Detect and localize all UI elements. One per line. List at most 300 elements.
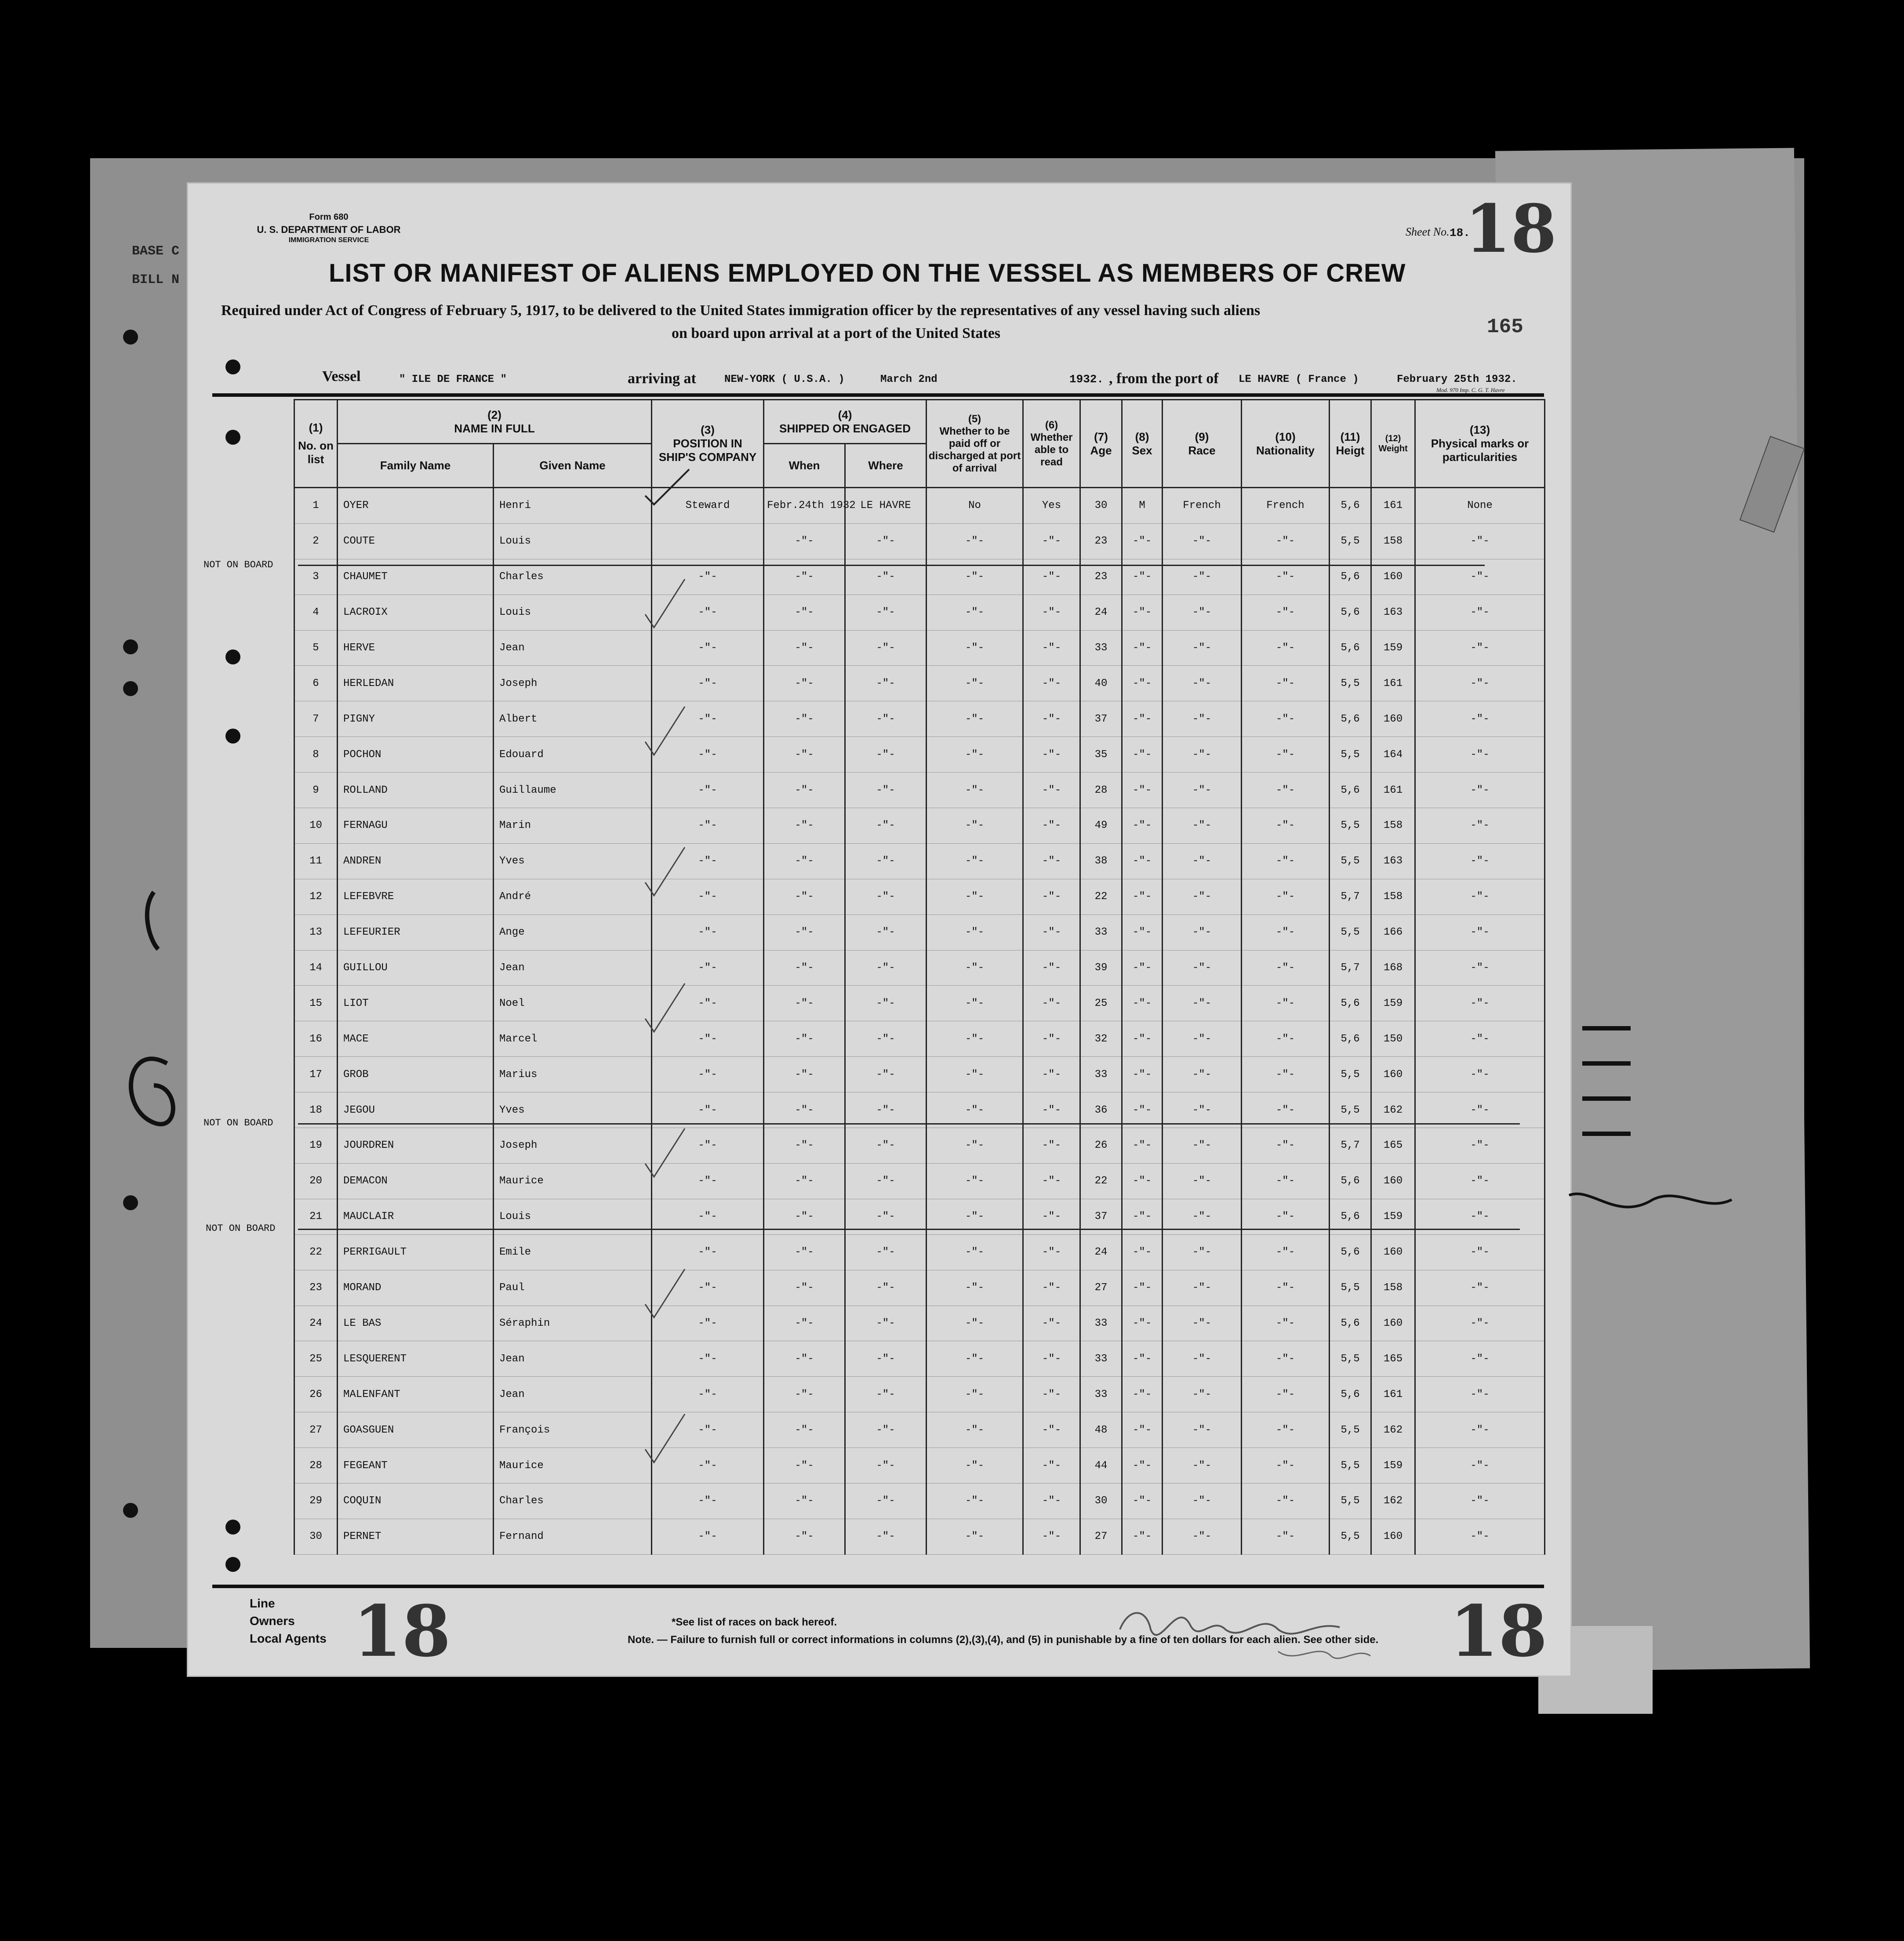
shipped-when-cell: -"-: [764, 1092, 845, 1128]
position-cell: -"-: [652, 1057, 764, 1092]
age-cell: 37: [1080, 1199, 1122, 1234]
position-cell: -"-: [652, 986, 764, 1021]
paid-off-cell: -"-: [927, 879, 1023, 914]
race-cell: -"-: [1163, 1199, 1242, 1234]
race-cell: -"-: [1163, 1163, 1242, 1199]
race-cell: -"-: [1163, 1270, 1242, 1306]
race-cell: -"-: [1163, 1021, 1242, 1057]
paid-off-cell: -"-: [927, 1092, 1023, 1128]
race-cell: -"-: [1163, 559, 1242, 595]
physical-marks-cell: -"-: [1415, 1341, 1545, 1377]
table-row: [294, 808, 1545, 844]
table-row: [294, 666, 1545, 701]
nationality-cell: -"-: [1242, 950, 1330, 986]
shipped-where-cell: -"-: [845, 1234, 927, 1270]
family-name-cell: CHAUMET: [338, 559, 494, 595]
height-cell: 5,5: [1330, 1341, 1371, 1377]
not-on-board-note: NOT ON BOARD: [206, 1223, 276, 1234]
from-port-label: , from the port of: [1109, 370, 1219, 387]
position-cell: -"-: [652, 1341, 764, 1377]
paid-off-cell: -"-: [927, 950, 1023, 986]
paid-off-cell: -"-: [927, 523, 1023, 559]
nationality-cell: -"-: [1242, 1128, 1330, 1164]
strike-line: [298, 1123, 1520, 1125]
family-name-cell: PERNET: [338, 1519, 494, 1554]
punch-hole: [123, 1503, 138, 1518]
shipped-when-cell: -"-: [764, 1341, 845, 1377]
shipped-where-cell: -"-: [845, 1199, 927, 1234]
paid-off-cell: No: [927, 488, 1023, 524]
race-cell: -"-: [1163, 1412, 1242, 1448]
sex-cell: -"-: [1122, 523, 1163, 559]
age-cell: 33: [1080, 914, 1122, 950]
able-to-read-cell: -"-: [1023, 1057, 1080, 1092]
physical-marks-cell: -"-: [1415, 1234, 1545, 1270]
sex-cell: -"-: [1122, 1128, 1163, 1164]
paid-off-cell: -"-: [927, 1306, 1023, 1341]
shipped-when-cell: -"-: [764, 808, 845, 844]
height-cell: 5,5: [1330, 1448, 1371, 1484]
weight-cell: 164: [1371, 737, 1415, 773]
punch-hole: [225, 1520, 240, 1535]
family-name-cell: FERNAGU: [338, 808, 494, 844]
race-cell: -"-: [1163, 1092, 1242, 1128]
given-name-cell: Guillaume: [494, 773, 652, 808]
row-number-cell: 28: [294, 1448, 338, 1484]
table-row: [294, 1483, 1545, 1519]
shipped-when-cell: -"-: [764, 1163, 845, 1199]
shipped-where-cell: -"-: [845, 1163, 927, 1199]
shipped-when-cell: -"-: [764, 843, 845, 879]
weight-cell: 161: [1371, 773, 1415, 808]
given-name-cell: Marius: [494, 1057, 652, 1092]
family-name-cell: POCHON: [338, 737, 494, 773]
position-cell: -"-: [652, 1483, 764, 1519]
shipped-when-cell: -"-: [764, 1128, 845, 1164]
row-number-cell: 4: [294, 595, 338, 630]
paid-off-cell: -"-: [927, 1270, 1023, 1306]
vessel-label: Vessel: [322, 368, 361, 385]
age-cell: 27: [1080, 1270, 1122, 1306]
sex-cell: -"-: [1122, 808, 1163, 844]
family-name-cell: ROLLAND: [338, 773, 494, 808]
paid-off-cell: -"-: [927, 1377, 1023, 1412]
sex-cell: -"-: [1122, 986, 1163, 1021]
row-number-cell: 6: [294, 666, 338, 701]
given-name-cell: Jean: [494, 1341, 652, 1377]
shipped-when-cell: -"-: [764, 737, 845, 773]
position-cell: -"-: [652, 1128, 764, 1164]
race-cell: French: [1163, 488, 1242, 524]
able-to-read-cell: -"-: [1023, 1199, 1080, 1234]
shipped-where-cell: -"-: [845, 1377, 927, 1412]
race-cell: -"-: [1163, 737, 1242, 773]
physical-marks-cell: -"-: [1415, 1128, 1545, 1164]
nationality-cell: -"-: [1242, 701, 1330, 737]
height-cell: 5,7: [1330, 1128, 1371, 1164]
table-row: [294, 488, 1545, 524]
table-row: [294, 630, 1545, 666]
given-name-cell: Charles: [494, 1483, 652, 1519]
position-cell: -"-: [652, 1412, 764, 1448]
weight-cell: 162: [1371, 1092, 1415, 1128]
age-cell: 24: [1080, 1234, 1122, 1270]
able-to-read-cell: -"-: [1023, 523, 1080, 559]
shipped-where-cell: -"-: [845, 1270, 927, 1306]
shipped-when-cell: -"-: [764, 595, 845, 630]
not-on-board-note: NOT ON BOARD: [203, 559, 273, 570]
given-name-cell: Ange: [494, 914, 652, 950]
age-cell: 37: [1080, 701, 1122, 737]
nationality-cell: -"-: [1242, 1448, 1330, 1484]
row-number-cell: 11: [294, 843, 338, 879]
race-cell: -"-: [1163, 1128, 1242, 1164]
age-cell: 30: [1080, 488, 1122, 524]
able-to-read-cell: -"-: [1023, 1092, 1080, 1128]
physical-marks-cell: -"-: [1415, 737, 1545, 773]
age-cell: 25: [1080, 986, 1122, 1021]
punch-hole: [225, 649, 240, 664]
nationality-cell: -"-: [1242, 986, 1330, 1021]
nationality-cell: -"-: [1242, 737, 1330, 773]
service: IMMIGRATION SERVICE: [288, 236, 369, 244]
weight-cell: 165: [1371, 1128, 1415, 1164]
height-cell: 5,6: [1330, 1306, 1371, 1341]
able-to-read-cell: -"-: [1023, 1377, 1080, 1412]
col-4-header: (4) SHIPPED OR ENGAGED: [764, 400, 927, 444]
race-cell: -"-: [1163, 808, 1242, 844]
able-to-read-cell: -"-: [1023, 1448, 1080, 1484]
family-name-cell: DEMACON: [338, 1163, 494, 1199]
shipped-when-cell: -"-: [764, 986, 845, 1021]
col-12-header: (12) Weight: [1371, 400, 1415, 488]
position-cell: -"-: [652, 843, 764, 879]
paid-off-cell: -"-: [927, 666, 1023, 701]
sex-cell: -"-: [1122, 1377, 1163, 1412]
able-to-read-cell: -"-: [1023, 914, 1080, 950]
punch-hole: [123, 681, 138, 696]
physical-marks-cell: -"-: [1415, 559, 1545, 595]
physical-marks-cell: -"-: [1415, 630, 1545, 666]
position-cell: -"-: [652, 1270, 764, 1306]
footer-rule: [212, 1585, 1544, 1588]
nationality-cell: -"-: [1242, 1483, 1330, 1519]
weight-cell: 165: [1371, 1341, 1415, 1377]
col-5-header: (5) Whether to be paid off or discharged at port of arrival: [927, 400, 1023, 488]
shipped-where-cell: -"-: [845, 1412, 927, 1448]
sheet-stamp-right: 18: [1450, 1590, 1548, 1673]
row-number-cell: 27: [294, 1412, 338, 1448]
nationality-cell: -"-: [1242, 773, 1330, 808]
able-to-read-cell: Yes: [1023, 488, 1080, 524]
family-name-cell: MAUCLAIR: [338, 1199, 494, 1234]
paid-off-cell: -"-: [927, 559, 1023, 595]
sex-cell: -"-: [1122, 950, 1163, 986]
able-to-read-cell: -"-: [1023, 950, 1080, 986]
given-name-cell: Paul: [494, 1270, 652, 1306]
given-name-header: Given Name: [494, 444, 652, 488]
vessel-name: " ILE DE FRANCE ": [399, 374, 507, 385]
physical-marks-cell: -"-: [1415, 879, 1545, 914]
row-number-cell: 22: [294, 1234, 338, 1270]
nationality-cell: -"-: [1242, 1234, 1330, 1270]
nationality-cell: -"-: [1242, 1306, 1330, 1341]
shipped-where-cell: -"-: [845, 1092, 927, 1128]
nationality-cell: -"-: [1242, 1270, 1330, 1306]
given-name-cell: Séraphin: [494, 1306, 652, 1341]
given-name-cell: Joseph: [494, 666, 652, 701]
row-number-cell: 1: [294, 488, 338, 524]
given-name-cell: Louis: [494, 595, 652, 630]
handwritten-mark: [1565, 1011, 1740, 1230]
given-name-cell: Henri: [494, 488, 652, 524]
weight-cell: 163: [1371, 843, 1415, 879]
sex-cell: -"-: [1122, 843, 1163, 879]
shipped-when-cell: -"-: [764, 1021, 845, 1057]
weight-cell: 166: [1371, 914, 1415, 950]
height-cell: 5,6: [1330, 1234, 1371, 1270]
position-cell: -"-: [652, 879, 764, 914]
arrival-date: March 2nd: [880, 374, 937, 385]
nationality-cell: -"-: [1242, 808, 1330, 844]
shipped-when-cell: -"-: [764, 1199, 845, 1234]
paid-off-cell: -"-: [927, 1128, 1023, 1164]
shipped-where-cell: -"-: [845, 1341, 927, 1377]
position-cell: -"-: [652, 1021, 764, 1057]
height-cell: 5,6: [1330, 559, 1371, 595]
height-cell: 5,5: [1330, 523, 1371, 559]
margin-label-1: BASE C: [132, 244, 180, 259]
row-number-cell: 9: [294, 773, 338, 808]
act-line-2: on board upon arrival at a port of the United States: [672, 325, 1001, 341]
age-cell: 44: [1080, 1448, 1122, 1484]
able-to-read-cell: -"-: [1023, 737, 1080, 773]
shipped-where-cell: -"-: [845, 879, 927, 914]
family-name-cell: LEFEBVRE: [338, 879, 494, 914]
shipped-where-cell: -"-: [845, 523, 927, 559]
able-to-read-cell: -"-: [1023, 1412, 1080, 1448]
given-name-cell: Jean: [494, 1377, 652, 1412]
col-7-header: (7) Age: [1080, 400, 1122, 488]
position-cell: -"-: [652, 1519, 764, 1554]
height-cell: 5,6: [1330, 630, 1371, 666]
able-to-read-cell: -"-: [1023, 1341, 1080, 1377]
able-to-read-cell: -"-: [1023, 1128, 1080, 1164]
physical-marks-cell: -"-: [1415, 950, 1545, 986]
when-header: When: [764, 444, 845, 488]
shipped-when-cell: -"-: [764, 523, 845, 559]
col-8-header: (8) Sex: [1122, 400, 1163, 488]
physical-marks-cell: -"-: [1415, 1199, 1545, 1234]
age-cell: 33: [1080, 630, 1122, 666]
weight-cell: 160: [1371, 701, 1415, 737]
family-name-cell: PERRIGAULT: [338, 1234, 494, 1270]
col-1-header: (1) No. on list: [294, 400, 338, 488]
given-name-cell: Jean: [494, 950, 652, 986]
sex-cell: -"-: [1122, 1341, 1163, 1377]
sex-cell: M: [1122, 488, 1163, 524]
shipped-where-cell: -"-: [845, 1021, 927, 1057]
age-cell: 38: [1080, 843, 1122, 879]
row-number-cell: 25: [294, 1341, 338, 1377]
weight-cell: 158: [1371, 879, 1415, 914]
table-row: [294, 1128, 1545, 1164]
page-title: LIST OR MANIFEST OF ALIENS EMPLOYED ON THE VESSEL AS MEMBERS OF CREW: [329, 259, 1406, 287]
shipped-when-cell: -"-: [764, 559, 845, 595]
shipped-where-cell: -"-: [845, 1057, 927, 1092]
shipped-when-cell: -"-: [764, 914, 845, 950]
manifest-sheet: [187, 182, 1572, 1677]
family-name-cell: COUTE: [338, 523, 494, 559]
family-name-cell: COQUIN: [338, 1483, 494, 1519]
weight-cell: 150: [1371, 1021, 1415, 1057]
table-row: [294, 773, 1545, 808]
punch-hole: [225, 729, 240, 744]
position-cell: Steward: [652, 488, 764, 524]
nationality-cell: French: [1242, 488, 1330, 524]
family-name-cell: GOASGUEN: [338, 1412, 494, 1448]
age-cell: 49: [1080, 808, 1122, 844]
paid-off-cell: -"-: [927, 808, 1023, 844]
physical-marks-cell: -"-: [1415, 1092, 1545, 1128]
age-cell: 48: [1080, 1412, 1122, 1448]
row-number-cell: 17: [294, 1057, 338, 1092]
row-number-cell: 10: [294, 808, 338, 844]
sex-cell: -"-: [1122, 1270, 1163, 1306]
nationality-cell: -"-: [1242, 666, 1330, 701]
race-cell: -"-: [1163, 630, 1242, 666]
nationality-cell: -"-: [1242, 1519, 1330, 1554]
family-name-header: Family Name: [338, 444, 494, 488]
owners-label: Owners: [250, 1614, 295, 1628]
table-row: [294, 1092, 1545, 1128]
height-cell: 5,5: [1330, 1092, 1371, 1128]
table-row: [294, 1306, 1545, 1341]
row-number-cell: 23: [294, 1270, 338, 1306]
shipped-when-cell: -"-: [764, 1234, 845, 1270]
sex-cell: -"-: [1122, 701, 1163, 737]
printer-note: Mod. 970 Imp. C. G. T. Havre: [1436, 387, 1505, 393]
given-name-cell: Marcel: [494, 1021, 652, 1057]
row-number-cell: 12: [294, 879, 338, 914]
age-cell: 22: [1080, 1163, 1122, 1199]
table-row: [294, 843, 1545, 879]
physical-marks-cell: -"-: [1415, 1306, 1545, 1341]
given-name-cell: André: [494, 879, 652, 914]
height-cell: 5,6: [1330, 773, 1371, 808]
physical-marks-cell: -"-: [1415, 1057, 1545, 1092]
position-cell: -"-: [652, 914, 764, 950]
sex-cell: -"-: [1122, 1306, 1163, 1341]
given-name-cell: Charles: [494, 559, 652, 595]
sex-cell: -"-: [1122, 879, 1163, 914]
shipped-where-cell: -"-: [845, 1448, 927, 1484]
weight-cell: 159: [1371, 986, 1415, 1021]
shipped-where-cell: -"-: [845, 595, 927, 630]
weight-cell: 161: [1371, 666, 1415, 701]
paid-off-cell: -"-: [927, 1483, 1023, 1519]
paid-off-cell: -"-: [927, 737, 1023, 773]
shipped-when-cell: -"-: [764, 1519, 845, 1554]
weight-cell: 158: [1371, 808, 1415, 844]
paid-off-cell: -"-: [927, 1163, 1023, 1199]
sex-cell: -"-: [1122, 1234, 1163, 1270]
races-note: *See list of races on back hereof.: [672, 1616, 837, 1628]
sex-cell: -"-: [1122, 1057, 1163, 1092]
row-number-cell: 21: [294, 1199, 338, 1234]
age-cell: 36: [1080, 1092, 1122, 1128]
height-cell: 5,6: [1330, 1199, 1371, 1234]
paid-off-cell: -"-: [927, 1057, 1023, 1092]
able-to-read-cell: -"-: [1023, 986, 1080, 1021]
physical-marks-cell: -"-: [1415, 1519, 1545, 1554]
shipped-where-cell: LE HAVRE: [845, 488, 927, 524]
family-name-cell: LEFEURIER: [338, 914, 494, 950]
row-number-cell: 19: [294, 1128, 338, 1164]
able-to-read-cell: -"-: [1023, 559, 1080, 595]
nationality-cell: -"-: [1242, 1412, 1330, 1448]
able-to-read-cell: -"-: [1023, 701, 1080, 737]
where-header: Where: [845, 444, 927, 488]
row-number-cell: 14: [294, 950, 338, 986]
position-cell: -"-: [652, 595, 764, 630]
family-name-cell: GUILLOU: [338, 950, 494, 986]
physical-marks-cell: -"-: [1415, 773, 1545, 808]
shipped-when-cell: -"-: [764, 1270, 845, 1306]
nationality-cell: -"-: [1242, 879, 1330, 914]
strike-line: [298, 1229, 1520, 1230]
weight-cell: 160: [1371, 1057, 1415, 1092]
arriving-label: arriving at: [628, 370, 696, 387]
shipped-when-cell: -"-: [764, 630, 845, 666]
sheet-number: 18.: [1450, 226, 1470, 239]
shipped-where-cell: -"-: [845, 1519, 927, 1554]
nationality-cell: -"-: [1242, 595, 1330, 630]
given-name-cell: Louis: [494, 523, 652, 559]
able-to-read-cell: -"-: [1023, 843, 1080, 879]
col-10-header: (10) Nationality: [1242, 400, 1330, 488]
position-cell: -"-: [652, 1306, 764, 1341]
height-cell: 5,5: [1330, 843, 1371, 879]
paid-off-cell: -"-: [927, 843, 1023, 879]
weight-cell: 160: [1371, 1163, 1415, 1199]
weight-cell: 161: [1371, 1377, 1415, 1412]
height-cell: 5,6: [1330, 1021, 1371, 1057]
weight-cell: 158: [1371, 523, 1415, 559]
table-row: [294, 1270, 1545, 1306]
position-cell: -"-: [652, 950, 764, 986]
sex-cell: -"-: [1122, 914, 1163, 950]
col-3-header: (3) POSITION IN SHIP'S COMPANY: [652, 400, 764, 488]
nationality-cell: -"-: [1242, 630, 1330, 666]
table-row: [294, 914, 1545, 950]
height-cell: 5,5: [1330, 1057, 1371, 1092]
given-name-cell: Marin: [494, 808, 652, 844]
age-cell: 33: [1080, 1377, 1122, 1412]
row-number-cell: 2: [294, 523, 338, 559]
age-cell: 32: [1080, 1021, 1122, 1057]
shipped-where-cell: -"-: [845, 773, 927, 808]
table-row: [294, 879, 1545, 914]
paid-off-cell: -"-: [927, 986, 1023, 1021]
table-row: [294, 1519, 1545, 1554]
row-number-cell: 3: [294, 559, 338, 595]
weight-cell: 158: [1371, 1270, 1415, 1306]
family-name-cell: MACE: [338, 1021, 494, 1057]
sex-cell: -"-: [1122, 1412, 1163, 1448]
position-cell: -"-: [652, 630, 764, 666]
shipped-when-cell: -"-: [764, 1057, 845, 1092]
